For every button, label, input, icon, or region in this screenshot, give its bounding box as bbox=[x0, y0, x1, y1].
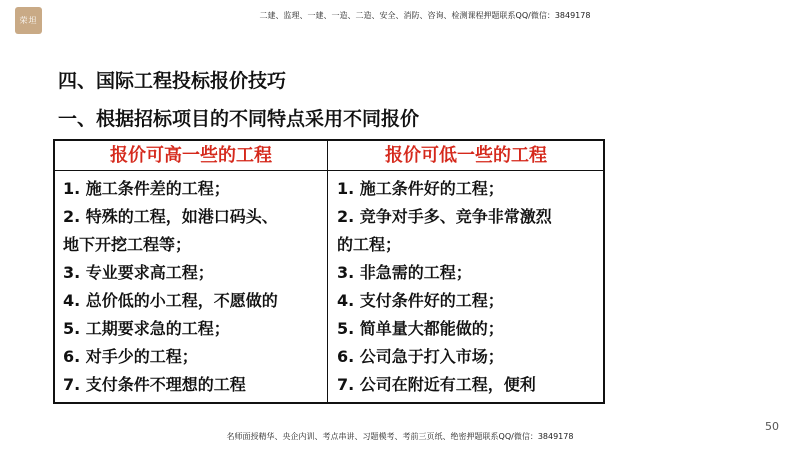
left-item-list bbox=[63, 175, 327, 399]
list-item: 的工程； bbox=[337, 235, 402, 254]
list-item: 6. 对手少的工程； bbox=[63, 347, 198, 366]
section-subtitle: 一、根据招标项目的不同特点采用不同报价 bbox=[58, 108, 420, 130]
list-item: 1. 施工条件差的工程； bbox=[63, 179, 230, 198]
list-item: 5. 工期要求急的工程； bbox=[63, 319, 230, 338]
header-notice: 二建、监理、一建、一造、二造、安全、消防、咨询、检测课程押题联系QQ/微信：3849178 bbox=[259, 11, 591, 20]
list-item: 4. 支付条件好的工程； bbox=[337, 291, 504, 310]
page-title: 四、国际工程投标报价技巧 bbox=[58, 70, 287, 92]
right-column-header: 报价可低一些的工程 bbox=[385, 145, 547, 166]
footer-notice: 名师面授精华、央企内训、考点串讲、习题模考、考前三页纸、绝密押题联系QQ/微信：3849178 bbox=[226, 432, 574, 441]
list-item: 2. 特殊的工程，如港口码头、 bbox=[63, 207, 278, 226]
header-divider bbox=[55, 170, 603, 171]
list-item: 3. 非急需的工程； bbox=[337, 263, 472, 282]
right-item-list bbox=[337, 175, 603, 399]
list-item: 7. 公司在附近有工程，便利 bbox=[337, 375, 536, 394]
list-item: 6. 公司急于打入市场； bbox=[337, 347, 504, 366]
comparison-table bbox=[53, 139, 605, 404]
list-item: 3. 专业要求高工程； bbox=[63, 263, 214, 282]
logo-text: 荣坦 bbox=[19, 16, 38, 25]
left-column-header: 报价可高一些的工程 bbox=[110, 145, 272, 166]
column-divider bbox=[327, 141, 328, 402]
list-item: 地下开挖工程等； bbox=[63, 235, 192, 254]
list-item: 4. 总价低的小工程，不愿做的 bbox=[63, 291, 278, 310]
list-item: 1. 施工条件好的工程； bbox=[337, 179, 504, 198]
list-item: 7. 支付条件不理想的工程 bbox=[63, 375, 246, 394]
list-item: 5. 简单量大都能做的； bbox=[337, 319, 504, 338]
list-item: 2. 竞争对手多、竞争非常激烈 bbox=[337, 207, 552, 226]
page-number: 50 bbox=[765, 420, 779, 433]
